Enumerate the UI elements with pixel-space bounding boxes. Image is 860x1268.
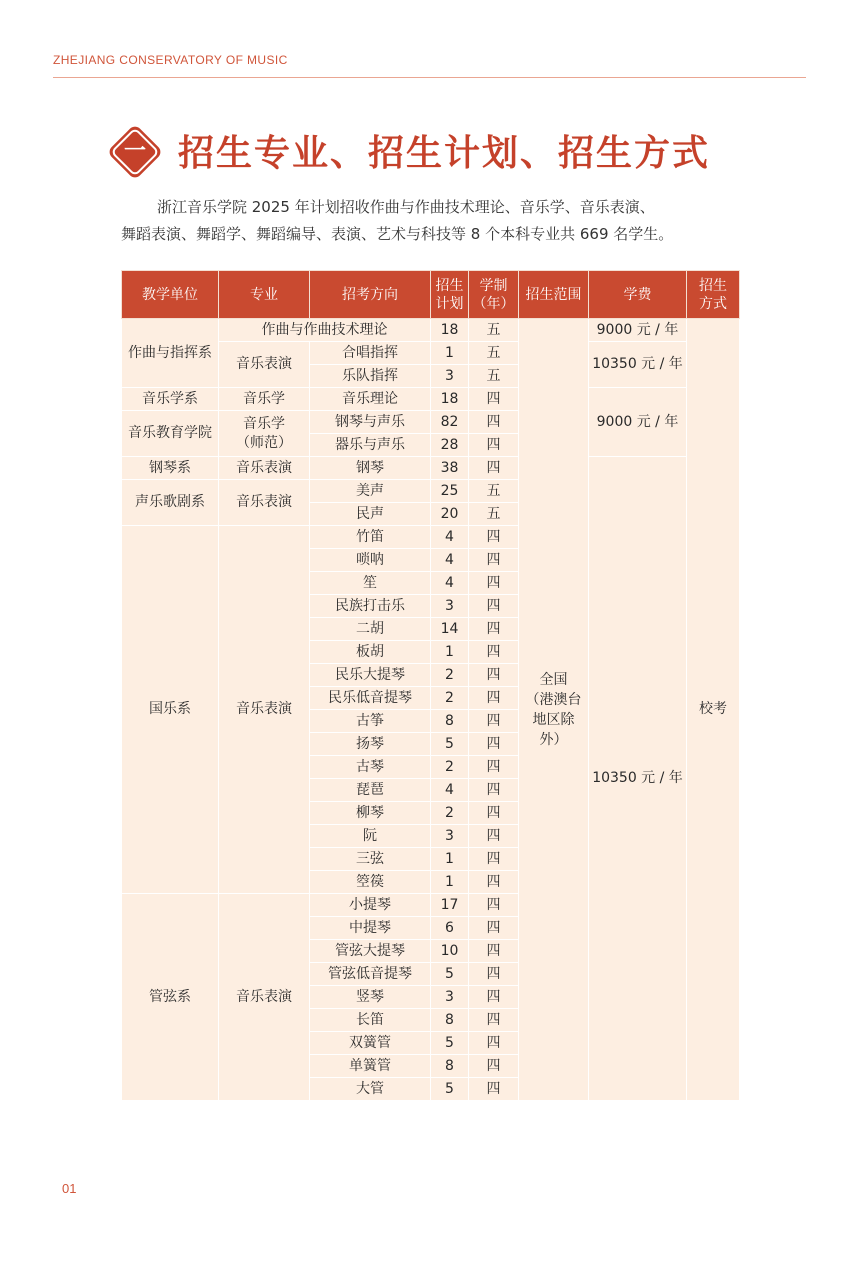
- years-cell: 四: [469, 825, 519, 848]
- header-unit: 教学单位: [122, 271, 219, 319]
- intro-line-2: 舞蹈表演、舞蹈学、舞蹈编导、表演、艺术与科技等 8 个本科专业共 669 名学生。: [121, 225, 674, 243]
- direction-cell: 大管: [310, 1078, 431, 1101]
- years-cell: 四: [469, 710, 519, 733]
- unit-cell: 作曲与指挥系: [122, 319, 219, 388]
- years-cell: 四: [469, 894, 519, 917]
- years-cell: 四: [469, 756, 519, 779]
- plan-cell: 1: [431, 641, 469, 664]
- plan-cell: 14: [431, 618, 469, 641]
- plan-cell: 4: [431, 779, 469, 802]
- table-row: [122, 388, 740, 411]
- fee-cell: 10350 元 / 年: [589, 457, 687, 1101]
- direction-cell: 民族打击乐: [310, 595, 431, 618]
- major-cell: 音乐学: [219, 388, 310, 411]
- direction-cell: 民乐低音提琴: [310, 687, 431, 710]
- header-scope: 招生范围: [519, 271, 589, 319]
- header-plan: 招生 计划: [431, 271, 469, 319]
- direction-cell: 二胡: [310, 618, 431, 641]
- plan-cell: 4: [431, 526, 469, 549]
- years-cell: 五: [469, 365, 519, 388]
- plan-cell: 2: [431, 664, 469, 687]
- years-cell: 五: [469, 319, 519, 342]
- header-divider: [53, 77, 806, 78]
- years-cell: 四: [469, 618, 519, 641]
- direction-cell: 民声: [310, 503, 431, 526]
- direction-cell: 管弦低音提琴: [310, 963, 431, 986]
- major-cell: 音乐表演: [219, 342, 310, 388]
- direction-cell: 乐队指挥: [310, 365, 431, 388]
- section-title: 招生专业、招生计划、招生方式: [178, 132, 711, 174]
- direction-cell: 双簧管: [310, 1032, 431, 1055]
- years-cell: 四: [469, 848, 519, 871]
- header-major: 专业: [219, 271, 310, 319]
- plan-cell: 1: [431, 848, 469, 871]
- fee-cell: 9000 元 / 年: [589, 388, 687, 457]
- section-number-badge: [104, 121, 166, 183]
- plan-cell: 17: [431, 894, 469, 917]
- plan-cell: 5: [431, 1032, 469, 1055]
- years-cell: 四: [469, 986, 519, 1009]
- years-cell: 四: [469, 411, 519, 434]
- direction-cell: 小提琴: [310, 894, 431, 917]
- plan-cell: 2: [431, 802, 469, 825]
- direction-cell: 箜篌: [310, 871, 431, 894]
- direction-cell: 美声: [310, 480, 431, 503]
- direction-cell: 单簧管: [310, 1055, 431, 1078]
- years-cell: 四: [469, 388, 519, 411]
- direction-cell: 民乐大提琴: [310, 664, 431, 687]
- unit-cell: 钢琴系: [122, 457, 219, 480]
- section-number: 一: [123, 138, 147, 164]
- unit-cell: 音乐教育学院: [122, 411, 219, 457]
- header-method: 招生 方式: [687, 271, 740, 319]
- direction-cell: 笙: [310, 572, 431, 595]
- major-cell: 音乐表演: [219, 526, 310, 894]
- years-cell: 四: [469, 687, 519, 710]
- years-cell: 四: [469, 641, 519, 664]
- plan-cell: 3: [431, 365, 469, 388]
- plan-cell: 25: [431, 480, 469, 503]
- scope-cell: 全国 （港澳台 地区除 外）: [519, 319, 589, 1101]
- direction-cell: 竹笛: [310, 526, 431, 549]
- years-cell: 五: [469, 503, 519, 526]
- plan-cell: 4: [431, 549, 469, 572]
- plan-cell: 8: [431, 710, 469, 733]
- years-cell: 四: [469, 871, 519, 894]
- plan-cell: 8: [431, 1055, 469, 1078]
- years-cell: 四: [469, 434, 519, 457]
- plan-cell: 28: [431, 434, 469, 457]
- direction-cell: 竖琴: [310, 986, 431, 1009]
- plan-cell: 5: [431, 733, 469, 756]
- plan-cell: 3: [431, 825, 469, 848]
- major-cell: 音乐表演: [219, 894, 310, 1101]
- plan-cell: 1: [431, 871, 469, 894]
- plan-cell: 5: [431, 1078, 469, 1101]
- direction-cell: 古筝: [310, 710, 431, 733]
- years-cell: 四: [469, 526, 519, 549]
- years-cell: 四: [469, 917, 519, 940]
- unit-cell: 管弦系: [122, 894, 219, 1101]
- years-cell: 四: [469, 963, 519, 986]
- fee-cell: 9000 元 / 年: [589, 319, 687, 342]
- plan-cell: 82: [431, 411, 469, 434]
- plan-cell: 38: [431, 457, 469, 480]
- direction-cell: 古琴: [310, 756, 431, 779]
- direction-cell: 音乐理论: [310, 388, 431, 411]
- direction-cell: 合唱指挥: [310, 342, 431, 365]
- direction-cell: 器乐与声乐: [310, 434, 431, 457]
- plan-cell: 6: [431, 917, 469, 940]
- unit-cell: 声乐歌剧系: [122, 480, 219, 526]
- years-cell: 四: [469, 1055, 519, 1078]
- plan-cell: 18: [431, 388, 469, 411]
- major-cell: 音乐学 （师范）: [219, 411, 310, 457]
- plan-cell: 4: [431, 572, 469, 595]
- years-cell: 四: [469, 779, 519, 802]
- years-cell: 四: [469, 664, 519, 687]
- direction-cell: 扬琴: [310, 733, 431, 756]
- years-cell: 四: [469, 572, 519, 595]
- major-cell: 音乐表演: [219, 480, 310, 526]
- direction-cell: 中提琴: [310, 917, 431, 940]
- years-cell: 四: [469, 940, 519, 963]
- direction-cell: 板胡: [310, 641, 431, 664]
- header-fee: 学费: [589, 271, 687, 319]
- table-header-row: [122, 271, 740, 319]
- years-cell: 四: [469, 1009, 519, 1032]
- years-cell: 四: [469, 733, 519, 756]
- direction-cell: 长笛: [310, 1009, 431, 1032]
- years-cell: 四: [469, 549, 519, 572]
- direction-cell: 柳琴: [310, 802, 431, 825]
- years-cell: 四: [469, 1032, 519, 1055]
- table-row: [122, 319, 740, 342]
- years-cell: 四: [469, 595, 519, 618]
- plan-cell: 2: [431, 687, 469, 710]
- years-cell: 四: [469, 1078, 519, 1101]
- direction-cell: 管弦大提琴: [310, 940, 431, 963]
- years-cell: 五: [469, 480, 519, 503]
- plan-cell: 20: [431, 503, 469, 526]
- page-number: 01: [62, 1181, 77, 1196]
- direction-cell: 阮: [310, 825, 431, 848]
- plan-cell: 2: [431, 756, 469, 779]
- plan-cell: 10: [431, 940, 469, 963]
- plan-cell: 5: [431, 963, 469, 986]
- years-cell: 四: [469, 802, 519, 825]
- major-cell: 音乐表演: [219, 457, 310, 480]
- direction-cell: 钢琴: [310, 457, 431, 480]
- table-row: [122, 457, 740, 480]
- intro-line-1: 浙江音乐学院 2025 年计划招收作曲与作曲技术理论、音乐学、音乐表演、: [157, 198, 655, 216]
- plan-cell: 8: [431, 1009, 469, 1032]
- direction-cell: 三弦: [310, 848, 431, 871]
- admission-table: [121, 270, 740, 1101]
- unit-cell: 国乐系: [122, 526, 219, 894]
- major-cell: 作曲与作曲技术理论: [219, 319, 431, 342]
- header-years: 学制 （年）: [469, 271, 519, 319]
- years-cell: 五: [469, 342, 519, 365]
- unit-cell: 音乐学系: [122, 388, 219, 411]
- plan-cell: 18: [431, 319, 469, 342]
- plan-cell: 3: [431, 986, 469, 1009]
- plan-cell: 3: [431, 595, 469, 618]
- intro-paragraph: [121, 194, 741, 248]
- years-cell: 四: [469, 457, 519, 480]
- plan-cell: 1: [431, 342, 469, 365]
- method-cell: 校考: [687, 319, 740, 1101]
- header-direction: 招考方向: [310, 271, 431, 319]
- direction-cell: 钢琴与声乐: [310, 411, 431, 434]
- header-institution-name: ZHEJIANG CONSERVATORY OF MUSIC: [53, 53, 288, 67]
- direction-cell: 唢呐: [310, 549, 431, 572]
- direction-cell: 琵琶: [310, 779, 431, 802]
- fee-cell: 10350 元 / 年: [589, 342, 687, 388]
